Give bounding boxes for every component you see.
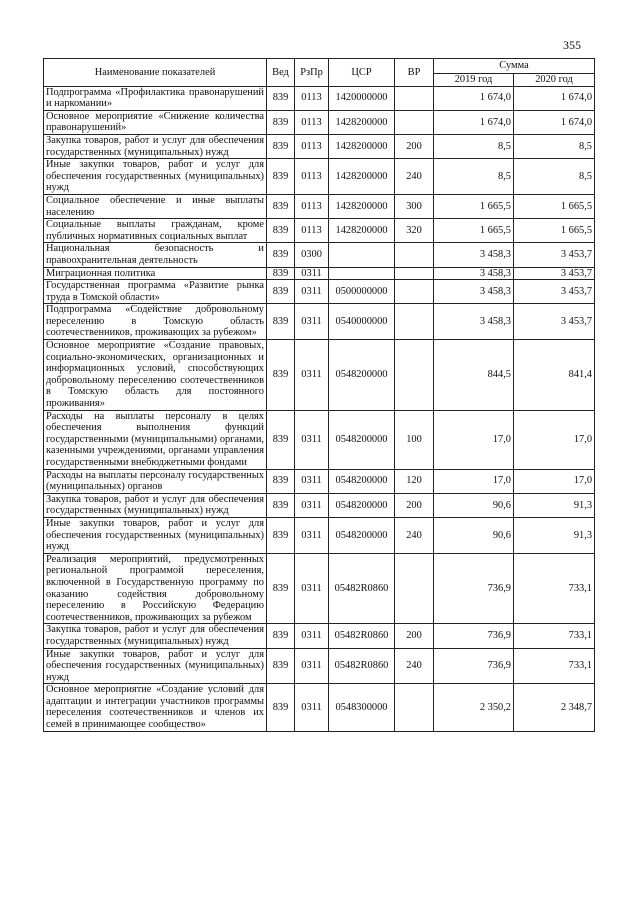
table-body [44,86,595,731]
cell-vr [395,684,434,731]
cell-vr: 320 [395,219,434,243]
cell-2019: 8,5 [434,134,514,158]
table-row [44,624,595,648]
table-row [44,86,595,110]
cell-vr [395,280,434,304]
header-rzpr: РзПр [295,59,329,87]
table-row [44,684,595,731]
cell-name: Реализация мероприятий, предусмотренных региональной программой переселения, включенной в Государственную программу по оказанию содействия добровольному переселению в Российскую Федерацию соотечественников, проживающих за рубежом [44,553,267,624]
cell-rzpr: 0300 [295,243,329,267]
cell-name: Иные закупки товаров, работ и услуг для обеспечения государственных (муниципальных) нужд [44,159,267,195]
cell-rzpr: 0311 [295,624,329,648]
cell-vr [395,110,434,134]
cell-csr: 1428200000 [329,194,395,218]
cell-2019: 17,0 [434,410,514,469]
header-year-2020: 2020 год [514,74,595,87]
cell-ved: 839 [267,110,295,134]
cell-2019: 8,5 [434,159,514,195]
cell-csr: 1428200000 [329,110,395,134]
cell-name: Национальная безопасность и правоохранительная деятельность [44,243,267,267]
cell-2020: 733,1 [514,624,595,648]
cell-csr: 05482R0860 [329,648,395,684]
cell-rzpr: 0311 [295,553,329,624]
cell-vr: 200 [395,624,434,648]
cell-csr: 05482R0860 [329,624,395,648]
cell-ved: 839 [267,219,295,243]
cell-vr: 240 [395,159,434,195]
cell-2019: 90,6 [434,517,514,553]
cell-rzpr: 0311 [295,469,329,493]
cell-vr [395,243,434,267]
cell-ved: 839 [267,86,295,110]
cell-rzpr: 0113 [295,86,329,110]
cell-ved: 839 [267,648,295,684]
cell-2019: 844,5 [434,340,514,411]
cell-csr: 1428200000 [329,134,395,158]
cell-name: Основное мероприятие «Создание условий для адаптации и интеграции участников программы переселения соотечественников и членов их семей в принимающее сообщество» [44,684,267,731]
cell-2020: 733,1 [514,553,595,624]
table-row [44,517,595,553]
cell-vr: 120 [395,469,434,493]
cell-ved: 839 [267,517,295,553]
cell-csr: 05482R0860 [329,553,395,624]
cell-2019: 90,6 [434,493,514,517]
header-vr: ВР [395,59,434,87]
cell-rzpr: 0311 [295,267,329,280]
cell-csr: 1428200000 [329,159,395,195]
budget-table [43,58,595,732]
cell-name: Иные закупки товаров, работ и услуг для обеспечения государственных (муниципальных) нужд [44,517,267,553]
cell-2020: 91,3 [514,493,595,517]
cell-vr: 100 [395,410,434,469]
cell-2020: 17,0 [514,469,595,493]
cell-csr: 0548300000 [329,684,395,731]
cell-rzpr: 0311 [295,493,329,517]
table-row [44,280,595,304]
cell-ved: 839 [267,493,295,517]
table-row [44,219,595,243]
cell-csr: 0548200000 [329,469,395,493]
cell-2020: 3 453,7 [514,304,595,340]
cell-vr: 240 [395,517,434,553]
cell-2019: 3 458,3 [434,243,514,267]
cell-2020: 91,3 [514,517,595,553]
cell-ved: 839 [267,243,295,267]
cell-csr: 0540000000 [329,304,395,340]
cell-name: Государственная программа «Развитие рынка труда в Томской области» [44,280,267,304]
cell-name: Миграционная политика [44,267,267,280]
cell-2020: 3 453,7 [514,243,595,267]
cell-name: Социальные выплаты гражданам, кроме публичных нормативных социальных выплат [44,219,267,243]
cell-name: Закупка товаров, работ и услуг для обеспечения государственных (муниципальных) нужд [44,493,267,517]
cell-vr: 200 [395,493,434,517]
cell-name: Расходы на выплаты персоналу государственных (муниципальных) органов [44,469,267,493]
cell-name: Закупка товаров, работ и услуг для обеспечения государственных (муниципальных) нужд [44,624,267,648]
cell-2019: 3 458,3 [434,280,514,304]
table-row [44,304,595,340]
cell-ved: 839 [267,194,295,218]
cell-rzpr: 0311 [295,304,329,340]
cell-name: Основное мероприятие «Снижение количества правонарушений» [44,110,267,134]
cell-ved: 839 [267,684,295,731]
header-name: Наименование показателей [44,59,267,87]
header-csr: ЦСР [329,59,395,87]
cell-name: Иные закупки товаров, работ и услуг для обеспечения государственных (муниципальных) нужд [44,648,267,684]
cell-rzpr: 0311 [295,340,329,411]
cell-2020: 8,5 [514,134,595,158]
table-row [44,493,595,517]
cell-name: Подпрограмма «Профилактика правонарушений и наркомании» [44,86,267,110]
cell-2020: 1 674,0 [514,110,595,134]
cell-ved: 839 [267,134,295,158]
cell-csr: 0548200000 [329,517,395,553]
table-row [44,267,595,280]
cell-rzpr: 0311 [295,410,329,469]
cell-name: Социальное обеспечение и иные выплаты населению [44,194,267,218]
cell-2019: 2 350,2 [434,684,514,731]
cell-2019: 1 665,5 [434,219,514,243]
cell-vr: 300 [395,194,434,218]
cell-csr [329,243,395,267]
page-number: 355 [563,38,581,52]
cell-2020: 1 674,0 [514,86,595,110]
cell-name: Основное мероприятие «Создание правовых, социально-экономических, организационных и информационных условий, способствующих добровольному переселению соотечественников в Томскую область для постоянного проживания» [44,340,267,411]
cell-rzpr: 0113 [295,219,329,243]
cell-vr: 240 [395,648,434,684]
cell-2020: 1 665,5 [514,219,595,243]
cell-rzpr: 0311 [295,684,329,731]
cell-rzpr: 0113 [295,110,329,134]
table-row [44,648,595,684]
cell-2020: 841,4 [514,340,595,411]
cell-rzpr: 0113 [295,159,329,195]
table-row [44,194,595,218]
cell-2020: 3 453,7 [514,280,595,304]
cell-ved: 839 [267,340,295,411]
cell-rzpr: 0311 [295,648,329,684]
cell-ved: 839 [267,304,295,340]
cell-2019: 736,9 [434,624,514,648]
cell-2019: 1 665,5 [434,194,514,218]
cell-rzpr: 0113 [295,134,329,158]
cell-name: Расходы на выплаты персоналу в целях обеспечения выполнения функций государственными (муниципальными) органами, казенными учреждениями, органами управления государственными внебюджетными фондами [44,410,267,469]
cell-rzpr: 0311 [295,517,329,553]
cell-2019: 1 674,0 [434,86,514,110]
header-sum: Сумма [434,59,595,74]
cell-csr: 1420000000 [329,86,395,110]
cell-vr [395,86,434,110]
cell-vr: 200 [395,134,434,158]
cell-vr [395,340,434,411]
table-row [44,243,595,267]
cell-rzpr: 0113 [295,194,329,218]
cell-ved: 839 [267,280,295,304]
table-row [44,553,595,624]
cell-ved: 839 [267,267,295,280]
cell-2019: 3 458,3 [434,304,514,340]
cell-csr: 1428200000 [329,219,395,243]
cell-csr: 0548200000 [329,340,395,411]
cell-ved: 839 [267,624,295,648]
cell-2020: 3 453,7 [514,267,595,280]
cell-csr: 0500000000 [329,280,395,304]
cell-vr [395,267,434,280]
table-header-row [44,59,595,74]
table-row [44,340,595,411]
cell-ved: 839 [267,469,295,493]
table-row [44,410,595,469]
cell-2020: 1 665,5 [514,194,595,218]
cell-ved: 839 [267,159,295,195]
cell-ved: 839 [267,410,295,469]
header-ved: Вед [267,59,295,87]
table-row [44,134,595,158]
cell-rzpr: 0311 [295,280,329,304]
cell-csr: 0548200000 [329,493,395,517]
table-row [44,159,595,195]
cell-2020: 2 348,7 [514,684,595,731]
cell-2020: 733,1 [514,648,595,684]
cell-name: Закупка товаров, работ и услуг для обеспечения государственных (муниципальных) нужд [44,134,267,158]
cell-name: Подпрограмма «Содействие добровольному переселению в Томскую область соотечественников, проживающих за рубежом» [44,304,267,340]
cell-2019: 17,0 [434,469,514,493]
cell-2019: 736,9 [434,648,514,684]
header-year-2019: 2019 год [434,74,514,87]
table-row [44,110,595,134]
cell-2019: 3 458,3 [434,267,514,280]
cell-2020: 8,5 [514,159,595,195]
cell-2019: 736,9 [434,553,514,624]
cell-ved: 839 [267,553,295,624]
cell-vr [395,304,434,340]
table-row [44,469,595,493]
cell-2020: 17,0 [514,410,595,469]
cell-csr: 0548200000 [329,410,395,469]
cell-csr [329,267,395,280]
cell-2019: 1 674,0 [434,110,514,134]
cell-vr [395,553,434,624]
